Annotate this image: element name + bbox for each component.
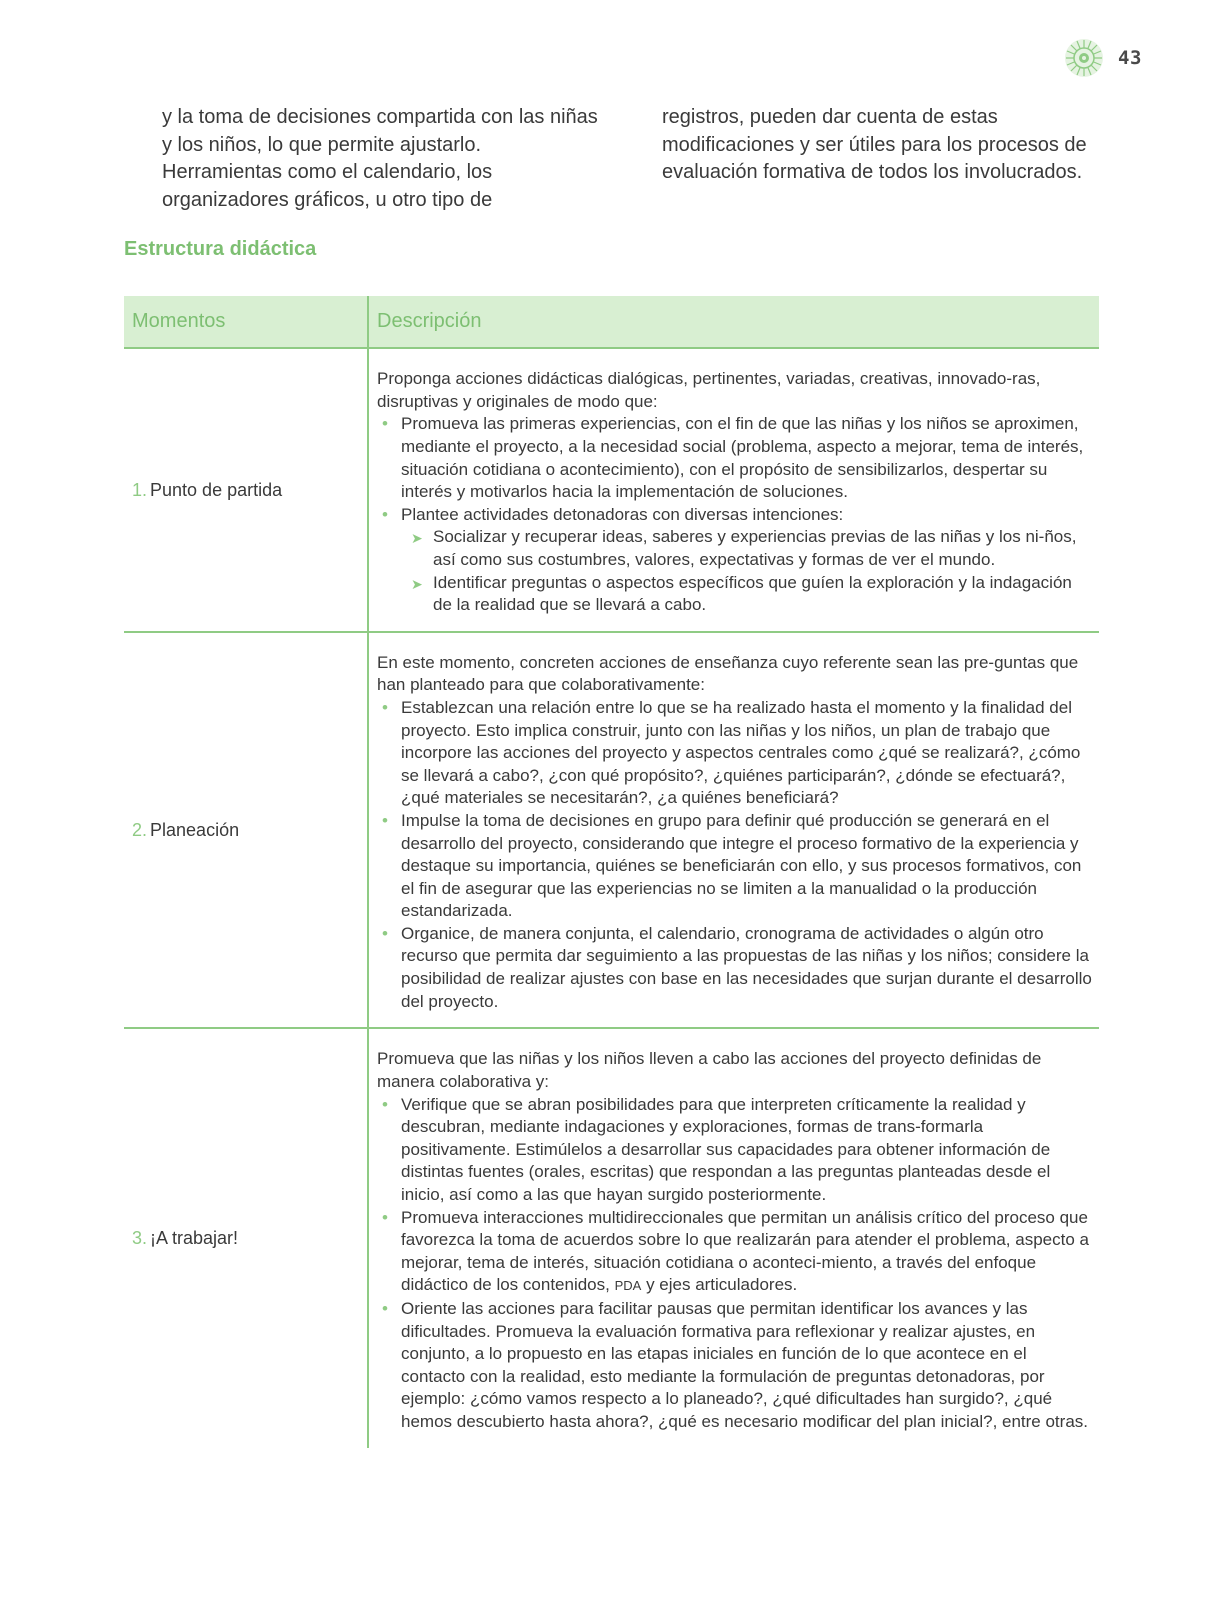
header-descripcion: Descripción bbox=[368, 296, 1099, 348]
intro-left-column: y la toma de decisiones compartida con las niñas y los niños, lo que permite ajustarlo. Herramientas como el calendario, los organizadores gráficos, u otro tipo de bbox=[162, 106, 598, 211]
bullet-list bbox=[381, 1094, 1095, 1434]
bullet-list bbox=[381, 413, 1095, 616]
list-item: • Oriente las acciones para facilitar pausas que permitan identificar los avances y las dificultades. Promueva la evaluación formativa para reflexionar y realizar ajustes, en conjunto, a lo propuesto en las etapas iniciales en función de lo que acontece en el contacto con la realidad, esto mediante la formulación de preguntas detonadoras, por ejemplo: ¿cómo vamos respecto a lo planeado?, ¿qué dificultades han surgido?, ¿qué hemos descubierto hasta ahora?, ¿qué es necesario modificar del plan inicial?, entre otras. bbox=[381, 1298, 1095, 1434]
moment-cell bbox=[124, 348, 368, 632]
page-number: 43 bbox=[1118, 47, 1142, 69]
table-row bbox=[124, 632, 1099, 1028]
description-intro: Proponga acciones didácticas dialógicas, pertinentes, variadas, creativas, innovado-ras, disruptivas y originales de modo que: bbox=[377, 369, 1041, 411]
page-header bbox=[1064, 36, 1184, 80]
didactic-structure-table bbox=[124, 296, 1099, 1448]
sub-bullet-list bbox=[411, 526, 1095, 616]
moment-label: Punto de partida bbox=[150, 479, 283, 500]
sub-list-item: ➤ Identificar preguntas o aspectos específicos que guíen la exploración y la indagación de la realidad que se llevará a cabo. bbox=[411, 572, 1095, 617]
moment-number: 1. bbox=[132, 479, 148, 500]
description-cell bbox=[368, 632, 1099, 1028]
intro-text bbox=[162, 104, 1092, 214]
moment-cell bbox=[124, 632, 368, 1028]
table-row bbox=[124, 1028, 1099, 1448]
sun-rosette-icon bbox=[1064, 38, 1104, 78]
list-item: • Plantee actividades detonadoras con diversas intenciones: ➤ Socializar y recuperar ideas, saberes y experiencias previas de las niñas y los ni-ños, así como sus costumbres, valores, expectativas y formas de ver el mundo. ➤ Identificar preguntas o aspectos específicos que guíen la exploración y la indagación de la realidad que se llevará a cabo. bbox=[381, 504, 1095, 617]
moment-number: 2. bbox=[132, 819, 148, 840]
list-item: • Organice, de manera conjunta, el calendario, cronograma de actividades o algún otro recurso que permita dar seguimiento a las propuestas de las niñas y los niños; considere la posibilidad de realizar ajustes con base en las necesidades que surjan durante el desarrollo del proyecto. bbox=[381, 923, 1095, 1013]
moment-cell bbox=[124, 1028, 368, 1448]
description-intro: Promueva que las niñas y los niños lleven a cabo las acciones del proyecto definidas de manera colaborativa y: bbox=[377, 1049, 1042, 1092]
table-header-row bbox=[124, 296, 1099, 348]
bullet-list bbox=[381, 697, 1095, 1013]
moment-label: ¡A trabajar! bbox=[150, 1228, 239, 1248]
section-title: Estructura didáctica bbox=[124, 238, 317, 260]
list-item: • Promueva interacciones multidireccionales que permitan un análisis crítico del proceso que favorezca la toma de acuerdos sobre lo que realizarán para atender el problema, aspecto a mejorar, tema de interés, situación cotidiana o aconteci-miento, a través del enfoque didáctico de los contenidos, PDA y ejes articuladores. bbox=[381, 1207, 1095, 1298]
header-momentos: Momentos bbox=[124, 296, 368, 348]
list-item: • Impulse la toma de decisiones en grupo para definir qué producción se generará en el desarrollo del proyecto, considerando que integre el proceso formativo de la experiencia y destaque su importancia, quiénes se beneficiarán con ello, y sus procesos formativos, con el fin de asegurar que las experiencias no se limiten a la manualidad o la producción estandarizada. bbox=[381, 810, 1095, 923]
table-row bbox=[124, 348, 1099, 632]
description-cell bbox=[368, 1028, 1099, 1448]
pda-abbreviation: PDA bbox=[614, 1278, 642, 1294]
list-item: • Verifique que se abran posibilidades para que interpreten críticamente la realidad y descubran, mediante indagaciones y exploraciones, formas de trans-formarla positivamente. Estimúlelos a desarrollar sus capacidades para obtener información de distintas fuentes (orales, escritas) que respondan a las preguntas planteadas desde el inicio, así como a las que hayan surgido posteriormente. bbox=[381, 1094, 1095, 1207]
moment-label: Planeación bbox=[150, 819, 240, 840]
list-item: • Promueva las primeras experiencias, con el fin de que las niñas y los niños se aproximen, mediante el proyecto, a la necesidad social (problema, aspecto a mejorar, tema de interés, situación cotidiana o acontecimiento), con el propósito de sensibilizarlos, despertar su interés y motivarlos hacia la implementación de soluciones. bbox=[381, 413, 1095, 503]
description-cell bbox=[368, 348, 1099, 632]
description-intro: En este momento, concreten acciones de enseñanza cuyo referente sean las pre-guntas que han planteado para que colaborativamente: bbox=[377, 652, 1079, 695]
list-item: • Establezcan una relación entre lo que se ha realizado hasta el momento y la finalidad del proyecto. Esto implica construir, junto con las niñas y los niños, un plan de trabajo que incorpore las acciones del proyecto y aspectos centrales como ¿qué se realizará?, ¿cómo se llevará a cabo?, ¿con qué propósito?, ¿quiénes participarán?, ¿dónde se efectuará?, ¿qué materiales se necesitarán?, ¿a quiénes beneficiará? bbox=[381, 697, 1095, 810]
sub-list-item: ➤ Socializar y recuperar ideas, saberes y experiencias previas de las niñas y los ni-ños, así como sus costumbres, valores, expectativas y formas de ver el mundo. bbox=[411, 526, 1095, 571]
intro-right-column: registros, pueden dar cuenta de estas modificaciones y ser útiles para los procesos de evaluación formativa de todos los involucrados. bbox=[662, 106, 1087, 183]
moment-number: 3. bbox=[132, 1228, 148, 1248]
